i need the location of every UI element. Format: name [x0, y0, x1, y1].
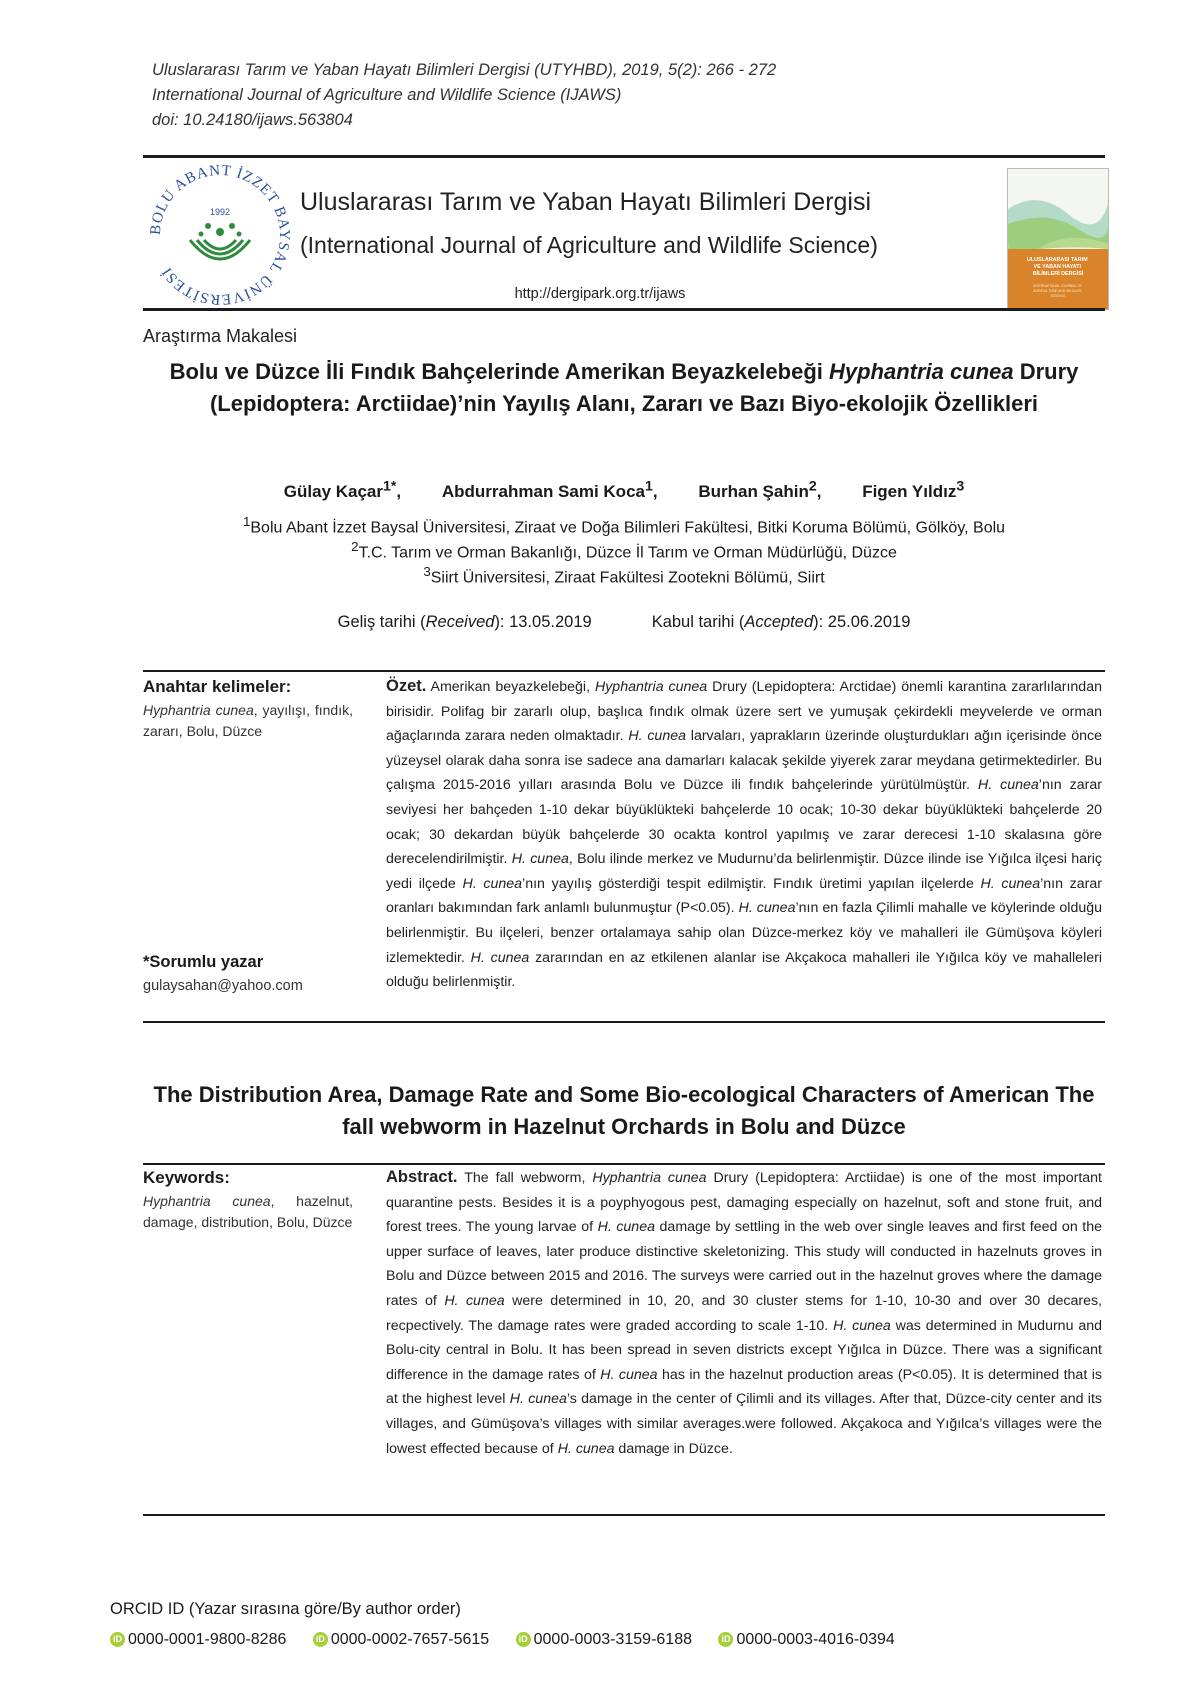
journal-subtitle: (International Journal of Agriculture and Wildlife Science) — [300, 232, 878, 258]
keywords-tr: Hyphantria cunea, yayılışı, fındık, zararı, Bolu, Düzce — [143, 702, 353, 739]
citation-doi: doi: 10.24180/ijaws.563804 — [152, 111, 353, 129]
title-tr-part2: Drury (Lepidoptera: Arctiidae)’nin Yayılış Alanı, Zararı ve Bazı Biyo-ekolojik Özellikleri — [209, 359, 1079, 416]
affiliation-3: $^3$Siirt Üniversitesi, Ziraat Fakültesi Zootekni Bölümü, Siirt — [423, 564, 825, 587]
journal-cover-image — [1007, 168, 1109, 310]
journal-title: Uluslararası Tarım ve Yaban Hayatı Bilimleri Dergisi — [300, 188, 872, 216]
tr-block-bottom-rule — [143, 1021, 1105, 1023]
title-tr-species: Hyphantria cunea — [829, 359, 1014, 384]
affiliation-2: $^2$T.C. Tarım ve Orman Bakanlığı, Düzce İl Tarım ve Orman Müdürlüğü, Düzce — [351, 539, 897, 562]
en-block-bottom-rule — [143, 1514, 1105, 1516]
author-2: Abdurrahman Sami Koca$^1$, — [441, 478, 658, 501]
corresponding-author-email[interactable]: gulaysahan@yahoo.com — [143, 978, 303, 994]
keywords-en-heading: Keywords: — [143, 1168, 230, 1187]
orcid-icon: iD — [516, 1632, 531, 1647]
orcid-item-1[interactable]: iD 0000-0001-9800-8286 — [110, 1631, 286, 1649]
author-4: Figen Yıldız$^3$ — [862, 478, 965, 501]
abstract-tr-text: Amerikan beyazkelebeği, Hyphantria cunea Drury (Lepidoptera: Arctidae) önemli karantina zararlılarından birisidir. Polifag bir zararlı olup, başlıca fındık olmak üzere sert ve yumuşak çekirdekli meyvelerde ve orman ağaçlarında zarara neden olmaktadır. H. cunea larvaları, yaprakların üzerinde oluşturdukları ağın içerisinde önce yüzeysel olarak daha sonra ise sadece ana damarları kalacak şekilde yiyerek zarar meydana getirmektedirler. Bu çalışma 2015-2016 yılları arasında Bolu ve Düzce ili fındık bahçelerinde yürütülmüştür. H. cunea’nın zarar seviyesi her bahçeden 1-10 dekar büyüklükteki bahçelerde 10 ocak; 10-30 dekar büyüklükteki bahçelerde 20 ocak; 30 dekardan büyük bahçelerde 30 ocakta kontrol yapılmış ve zarar derecesi 1-10 skalasına göre derecelendirilmiştir. H. cunea, Bolu ilinde merkez ve Mudurnu’da belirlenmiştir. Düzce ilinde ise Yığılca ilçesi hariç yedi ilçede H. cunea’nın yayılış gösterdiği tespit edilmiştir. Fındık üretimi yapılan ilçelerde H. cunea’nın zarar oranları bakımından fark anlamlı bulunmuştur (P<0.05). H. cunea’nın en fazla Çilimli mahalle ve köylerinde olduğu belirlenmiştir. Bu ilçeleri, benzer ortalamaya sahip olan Düzce-merkez köy ve mahalleri ile Gümüşova köyleri izlemektedir. H. cunea zararından en az etkilenen alanlar ise Akçakoca mahalleri ile Yığılca köy ve mahalleleri olduğu belirlenmiştir. — [386, 679, 1103, 991]
citation-journal-en: International Journal of Agriculture and Wildlife Science (IJAWS) — [152, 86, 622, 104]
svg-text:INTERNATIONAL JOURNAL OF: INTERNATIONAL JOURNAL OF AGRICULTURE AND WILDLIFE SCIENCE — [1033, 284, 1083, 298]
keywords-en: Hyphantria cunea, hazelnut, damage, distribution, Bolu, Düzce — [143, 1193, 353, 1230]
orcid-item-3[interactable]: iD 0000-0003-3159-6188 — [516, 1631, 692, 1649]
abstract-tr — [386, 674, 1102, 995]
received-date: Geliş tarihi (Received): 13.05.2019 — [337, 613, 592, 631]
article-title-tr — [143, 356, 1105, 420]
article-dates — [143, 613, 1105, 632]
abstract-en-label: Abstract. — [386, 1168, 458, 1186]
keywords-tr-heading: Anahtar kelimeler: — [143, 677, 292, 696]
logo-year: 1992 — [209, 207, 231, 217]
author-3: Burhan Şahin$^2$, — [698, 478, 822, 501]
orcid-item-2[interactable]: iD 0000-0002-7657-5615 — [313, 1631, 489, 1649]
header-bottom-rule — [143, 308, 1105, 311]
article-title-en: The Distribution Area, Damage Rate and Some Bio-ecological Characters of American The fall webworm in Hazelnut Orchards in Bolu and Düzce — [153, 1082, 1095, 1139]
journal-url-link[interactable]: http://dergipark.org.tr/ijaws — [514, 286, 686, 302]
accepted-date: Kabul tarihi (Accepted): 25.06.2019 — [651, 613, 911, 631]
orcid-icon: iD — [110, 1632, 125, 1647]
orcid-icon: iD — [718, 1632, 733, 1647]
orcid-heading: ORCID ID (Yazar sırasına göre/By author order) — [110, 1600, 461, 1618]
orcid-list — [110, 1629, 917, 1649]
author-list — [143, 478, 1105, 502]
article-type: Araştırma Makalesi — [143, 326, 298, 346]
tr-block-top-rule — [143, 670, 1105, 672]
logo-ring-text: BOLU ABANT İZZET BAYSAL ÜNİVERSİTESİ — [147, 162, 293, 308]
corresponding-author-heading: *Sorumlu yazar — [143, 953, 264, 971]
orcid-item-4[interactable]: iD 0000-0003-4016-0394 — [718, 1631, 894, 1649]
abstract-en-text: The fall webworm, Hyphantria cunea Drury (Lepidoptera: Arctiidae) is one of the most important quarantine pests. Besides it is a poyphyogous pest, damaging especially on hazelnut, soft and stone fruit, and forest trees. The young larvae of H. cunea damage by settling in the web over single leaves and first feed on the upper surface of leaves, later produce distinctive skeletonizing. This study will conducted in hazelnuts groves in Bolu and Düzce between 2015 and 2016. The surveys were carried out in the hazelnut groves where the damage rates of H. cunea were determined in 10, 20, and 30 cluster stems for 1-10, 10-30 and over 30 decares, recpectively. The damage rates were graded according to scale 1-10. H. cunea was determined in Mudurnu and Bolu-city central in Bolu. It has been spread in seven districts except Yığılca in Düzce. There was a significant difference in the damage rates of H. cunea has in the hazelnut production areas (P<0.05). It is determined that is at the highest level H. cunea’s damage in the center of Çilimli and its villages. After that, Düzce-city center and its villages, and Gümüşova’s villages with similar averages.were followed. Akçakoca and Yığılca’s villages were the lowest effected because of H. cunea damage in Düzce. — [386, 1170, 1102, 1457]
orcid-icon: iD — [313, 1632, 328, 1647]
citation-header — [152, 58, 776, 133]
abstract-tr-label: Özet. — [386, 677, 427, 695]
svg-text:ULUSLARARASI TARIM VE YA: ULUSLARARASI TARIM VE YABAN HAYATI BİLİMLERİ DERGİSİ — [1026, 257, 1088, 277]
header-top-rule — [143, 155, 1105, 158]
citation-journal: Uluslararası Tarım ve Yaban Hayatı Bilimleri Dergisi (UTYHBD), 2019, 5(2): 266 - 272 — [152, 61, 777, 79]
author-1: Gülay Kaçar$^{1*}$, — [283, 478, 402, 501]
title-tr-part1: Bolu ve Düzce İli Fındık Bahçelerinde Amerikan Beyazkelebeği — [169, 359, 829, 384]
abstract-en — [386, 1165, 1102, 1461]
affiliation-1: $^1$Bolu Abant İzzet Baysal Üniversitesi, Ziraat ve Doğa Bilimleri Fakültesi, Bitki Koruma Bölümü, Gölköy, Bolu — [242, 514, 1006, 537]
